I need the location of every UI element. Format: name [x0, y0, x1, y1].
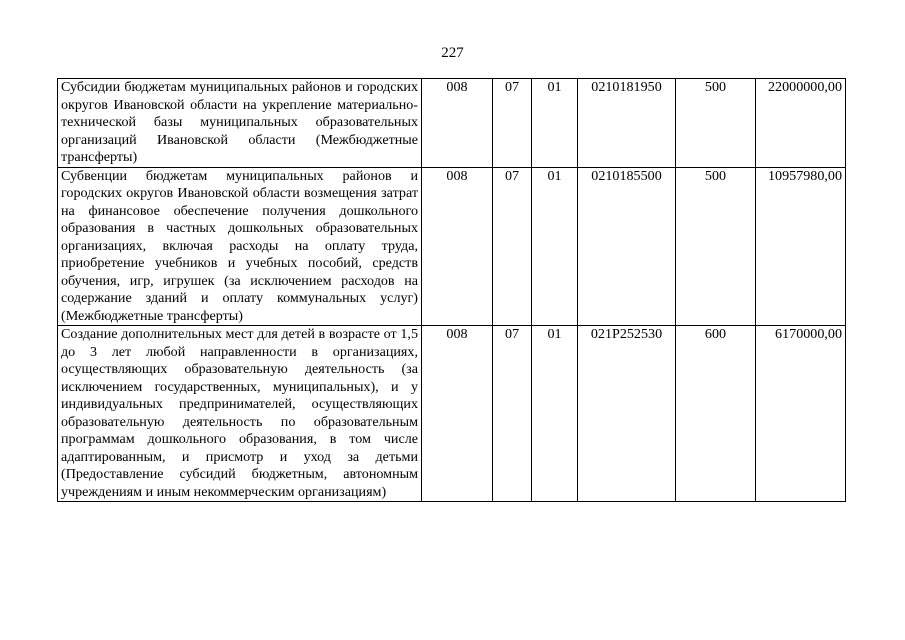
target-article-code: 0210185500 [578, 167, 676, 326]
amount-value: 22000000,00 [756, 79, 846, 168]
table-row [58, 79, 846, 168]
subsection-code: 01 [532, 326, 578, 502]
subsection-code: 01 [532, 167, 578, 326]
ministry-code: 008 [422, 79, 493, 168]
row-description: Субвенции бюджетам муниципальных районов и городских округов Ивановской области возмещения затрат на финансовое обеспечение получения дошкольного образования в частных дошкольных образовательных организациях, включая расходы на оплату труда, приобретение учебников и учебных пособий, средств обучения, игр, игрушек (за исключением расходов на содержание зданий и оплату коммунальных услуг) (Межбюджетные трансферты) [58, 167, 422, 326]
table-row [58, 326, 846, 502]
subsection-code: 01 [532, 79, 578, 168]
amount-value: 10957980,00 [756, 167, 846, 326]
section-code: 07 [493, 326, 532, 502]
row-description: Субсидии бюджетам муниципальных районов и городских округов Ивановской области на укрепление материально-технической базы муниципальных образовательных организаций Ивановской области (Межбюджетные трансферты) [58, 79, 422, 168]
ministry-code: 008 [422, 167, 493, 326]
table-row [58, 167, 846, 326]
amount-value: 6170000,00 [756, 326, 846, 502]
expense-type-code: 500 [676, 79, 756, 168]
row-description: Создание дополнительных мест для детей в возрасте от 1,5 до 3 лет любой направленности в организациях, осуществляющих образовательную деятельность (за исключением государственных, муниципальных), и у индивидуальных предпринимателей, осуществляющих образовательную деятельность по образовательным программам дошкольного образования, в том числе адаптированным, и присмотр и уход за детьми (Предоставление субсидий бюджетным, автономным учреждениям и иным некоммерческим организациям) [58, 326, 422, 502]
target-article-code: 021P252530 [578, 326, 676, 502]
section-code: 07 [493, 167, 532, 326]
page-number: 227 [441, 45, 464, 61]
expense-type-code: 500 [676, 167, 756, 326]
section-code: 07 [493, 79, 532, 168]
ministry-code: 008 [422, 326, 493, 502]
expense-type-code: 600 [676, 326, 756, 502]
target-article-code: 0210181950 [578, 79, 676, 168]
budget-table [57, 78, 846, 502]
